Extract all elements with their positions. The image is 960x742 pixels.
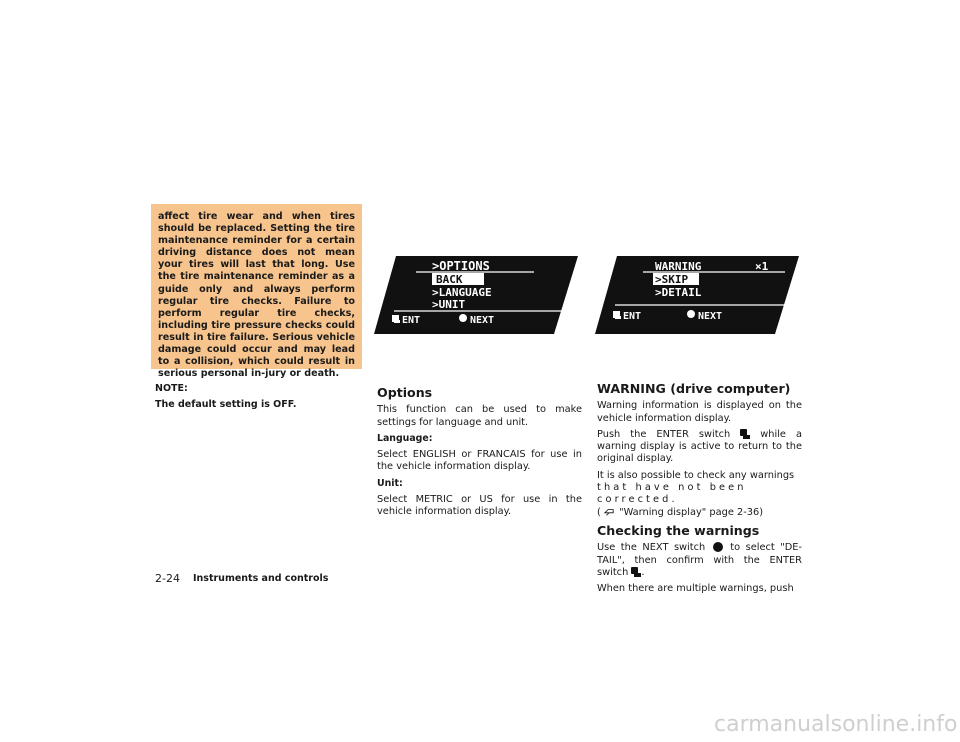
warning-p2-before: Push the ENTER switch [597, 428, 731, 440]
section-title: Instruments and controls [193, 573, 329, 584]
note-text: The default setting is OFF. [155, 399, 297, 410]
watermark: carmanualsonline.info [714, 712, 958, 737]
options-heading: Options [377, 385, 433, 400]
checking-warnings-heading: Checking the warnings [597, 522, 760, 538]
display-warning-count: ×1 [755, 260, 769, 273]
display-warning-ent: ENT [623, 311, 642, 322]
language-label: Language: [377, 432, 433, 444]
language-text: Select ENGLISH or FRANCAIS for use in the vehicle information display. [377, 449, 582, 473]
warning-p4-before: Use the NEXT switch [597, 542, 706, 554]
warning-p3-line2: that have not been corrected. [597, 482, 747, 506]
display-options-title: >OPTIONS [432, 259, 490, 273]
options-display-illustration [374, 254, 579, 336]
warning-p4-end: . [641, 566, 645, 578]
next-switch-icon [713, 542, 723, 552]
enter-icon [631, 567, 641, 577]
warning-heading: WARNING (drive computer) [597, 381, 791, 396]
warning-box [151, 204, 362, 380]
options-column [377, 387, 582, 523]
display-options-ent: ENT [402, 315, 421, 326]
display-warning-detail: >DETAIL [655, 286, 702, 299]
note-label: NOTE: [155, 383, 188, 394]
next-icon [459, 314, 467, 322]
display-warning-skip: >SKIP [655, 273, 689, 286]
warning-p5: When there are multiple warnings, push [597, 583, 794, 595]
warning-p2-after: while a warning display is active to return to the original display. [597, 428, 802, 465]
page-reference-icon [604, 507, 616, 517]
unit-text: Select METRIC or US for use in the vehicle information display. [377, 494, 582, 518]
options-intro: This function can be used to make settings for language and unit. [377, 404, 582, 428]
warning-p3-open: ( [597, 506, 601, 518]
warning-display-illustration [595, 254, 800, 336]
warning-p4-mid: to select "DE-TAIL", then confirm with the ENTER switch [597, 542, 802, 578]
page-number: 2-24 [155, 572, 180, 585]
warning-p4 [597, 542, 802, 579]
next-icon [687, 310, 695, 318]
enter-icon [392, 315, 400, 323]
unit-label: Unit: [377, 477, 403, 489]
enter-icon [613, 311, 621, 319]
display-options-language: >LANGUAGE [432, 286, 492, 299]
display-options-back: BACK [436, 273, 463, 286]
warning-column [597, 383, 802, 599]
warning-p3-ref [597, 507, 802, 519]
warning-p2 [597, 429, 802, 466]
enter-icon [740, 429, 750, 439]
warning-p1: Warning information is displayed on the vehicle information display. [597, 400, 802, 424]
display-options-unit: >UNIT [432, 298, 466, 311]
display-warning-title: WARNING [655, 260, 702, 273]
display-options-next: NEXT [470, 315, 495, 326]
display-warning-next: NEXT [698, 311, 723, 322]
warning-p3-line1: It is also possible to check any warnings [597, 469, 795, 481]
warning-p3-ref-text: "Warning display" page 2-36) [619, 506, 764, 518]
warning-text: affect tire wear and when tires should be replaced. Setting the tire maintenance reminder for a certain driving distance does not mean your tires will last that long. Use the tire maintenance reminder as a guide only and always perform regular tire checks. Failure to perform regular tire checks, including tire pressure checks could result in tire failure. Serious vehicle damage could occur and may lead to a collision, which could result in serious personal in-jury or death. [158, 211, 355, 380]
